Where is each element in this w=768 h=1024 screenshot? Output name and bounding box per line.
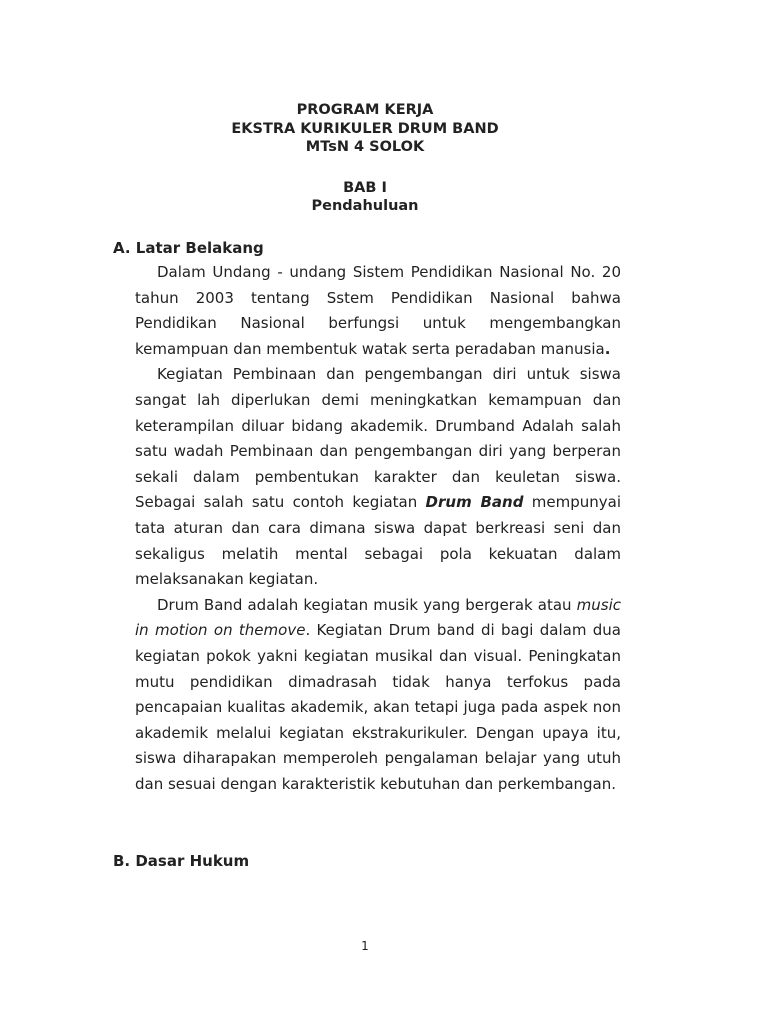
paragraph-3 xyxy=(135,593,621,798)
section-a-body xyxy=(135,260,621,797)
chapter-number: BAB I xyxy=(343,180,387,196)
doc-title-line-3: MTsN 4 SOLOK xyxy=(305,139,425,155)
doc-title-line-1: PROGRAM KERJA xyxy=(296,102,434,118)
paragraph-3-emphasis: music in motion on themove xyxy=(135,595,621,640)
paragraph-2-text-after: mempunyai tata aturan dan cara dimana siswa dapat berkreasi seni dan sekaligus melatih mental sebagai pola kekuatan dalam melaksanakan kegiatan. xyxy=(135,493,621,589)
paragraph-1 xyxy=(135,260,621,362)
section-b-heading: B. Dasar Hukum xyxy=(113,852,250,870)
paragraph-2-emphasis: Drum Band xyxy=(425,493,524,512)
paragraph-3-text-before: Drum Band adalah kegiatan musik yang bergerak atau xyxy=(157,595,577,614)
paragraph-1-end: . xyxy=(604,339,611,358)
section-a-heading: A. Latar Belakang xyxy=(113,239,264,257)
paragraph-1-text: Dalam Undang - undang Sistem Pendidikan Nasional No. 20 tahun 2003 tentang Sstem Pendidikan Nasional bahwa Pendidikan Nasional berfungsi untuk mengembangkan kemampuan dan membentuk watak serta peradaban manusia xyxy=(135,263,621,358)
paragraph-3-text-after: . Kegiatan Drum band di bagi dalam dua kegiatan pokok yakni kegiatan musikal dan visual. Peningkatan mutu pendidikan dimadrasah tidak hanya terfokus pada pencapaian kualitas akademik, akan tetapi juga pada aspek non akademik melalui kegiatan ekstrakurikuler. Dengan upaya itu, siswa diharapakan memperoleh pengalaman belajar yang utuh dan sesuai dengan karakteristik kebutuhan dan perkembangan. xyxy=(135,621,621,793)
page-number: 1 xyxy=(361,939,369,953)
paragraph-2 xyxy=(135,362,621,592)
chapter-title: Pendahuluan xyxy=(311,198,419,214)
doc-title-line-2: EKSTRA KURIKULER DRUM BAND xyxy=(231,121,499,137)
paragraph-2-text-before: Kegiatan Pembinaan dan pengembangan diri untuk siswa sangat lah diperlukan demi meningkatkan kemampuan dan keterampilan diluar bidang akademik. Drumband Adalah salah satu wadah Pembinaan dan pengembangan diri yang berperan sekali dalam pembentukan karakter dan keuletan siswa. Sebagai salah satu contoh kegiatan xyxy=(135,365,621,512)
